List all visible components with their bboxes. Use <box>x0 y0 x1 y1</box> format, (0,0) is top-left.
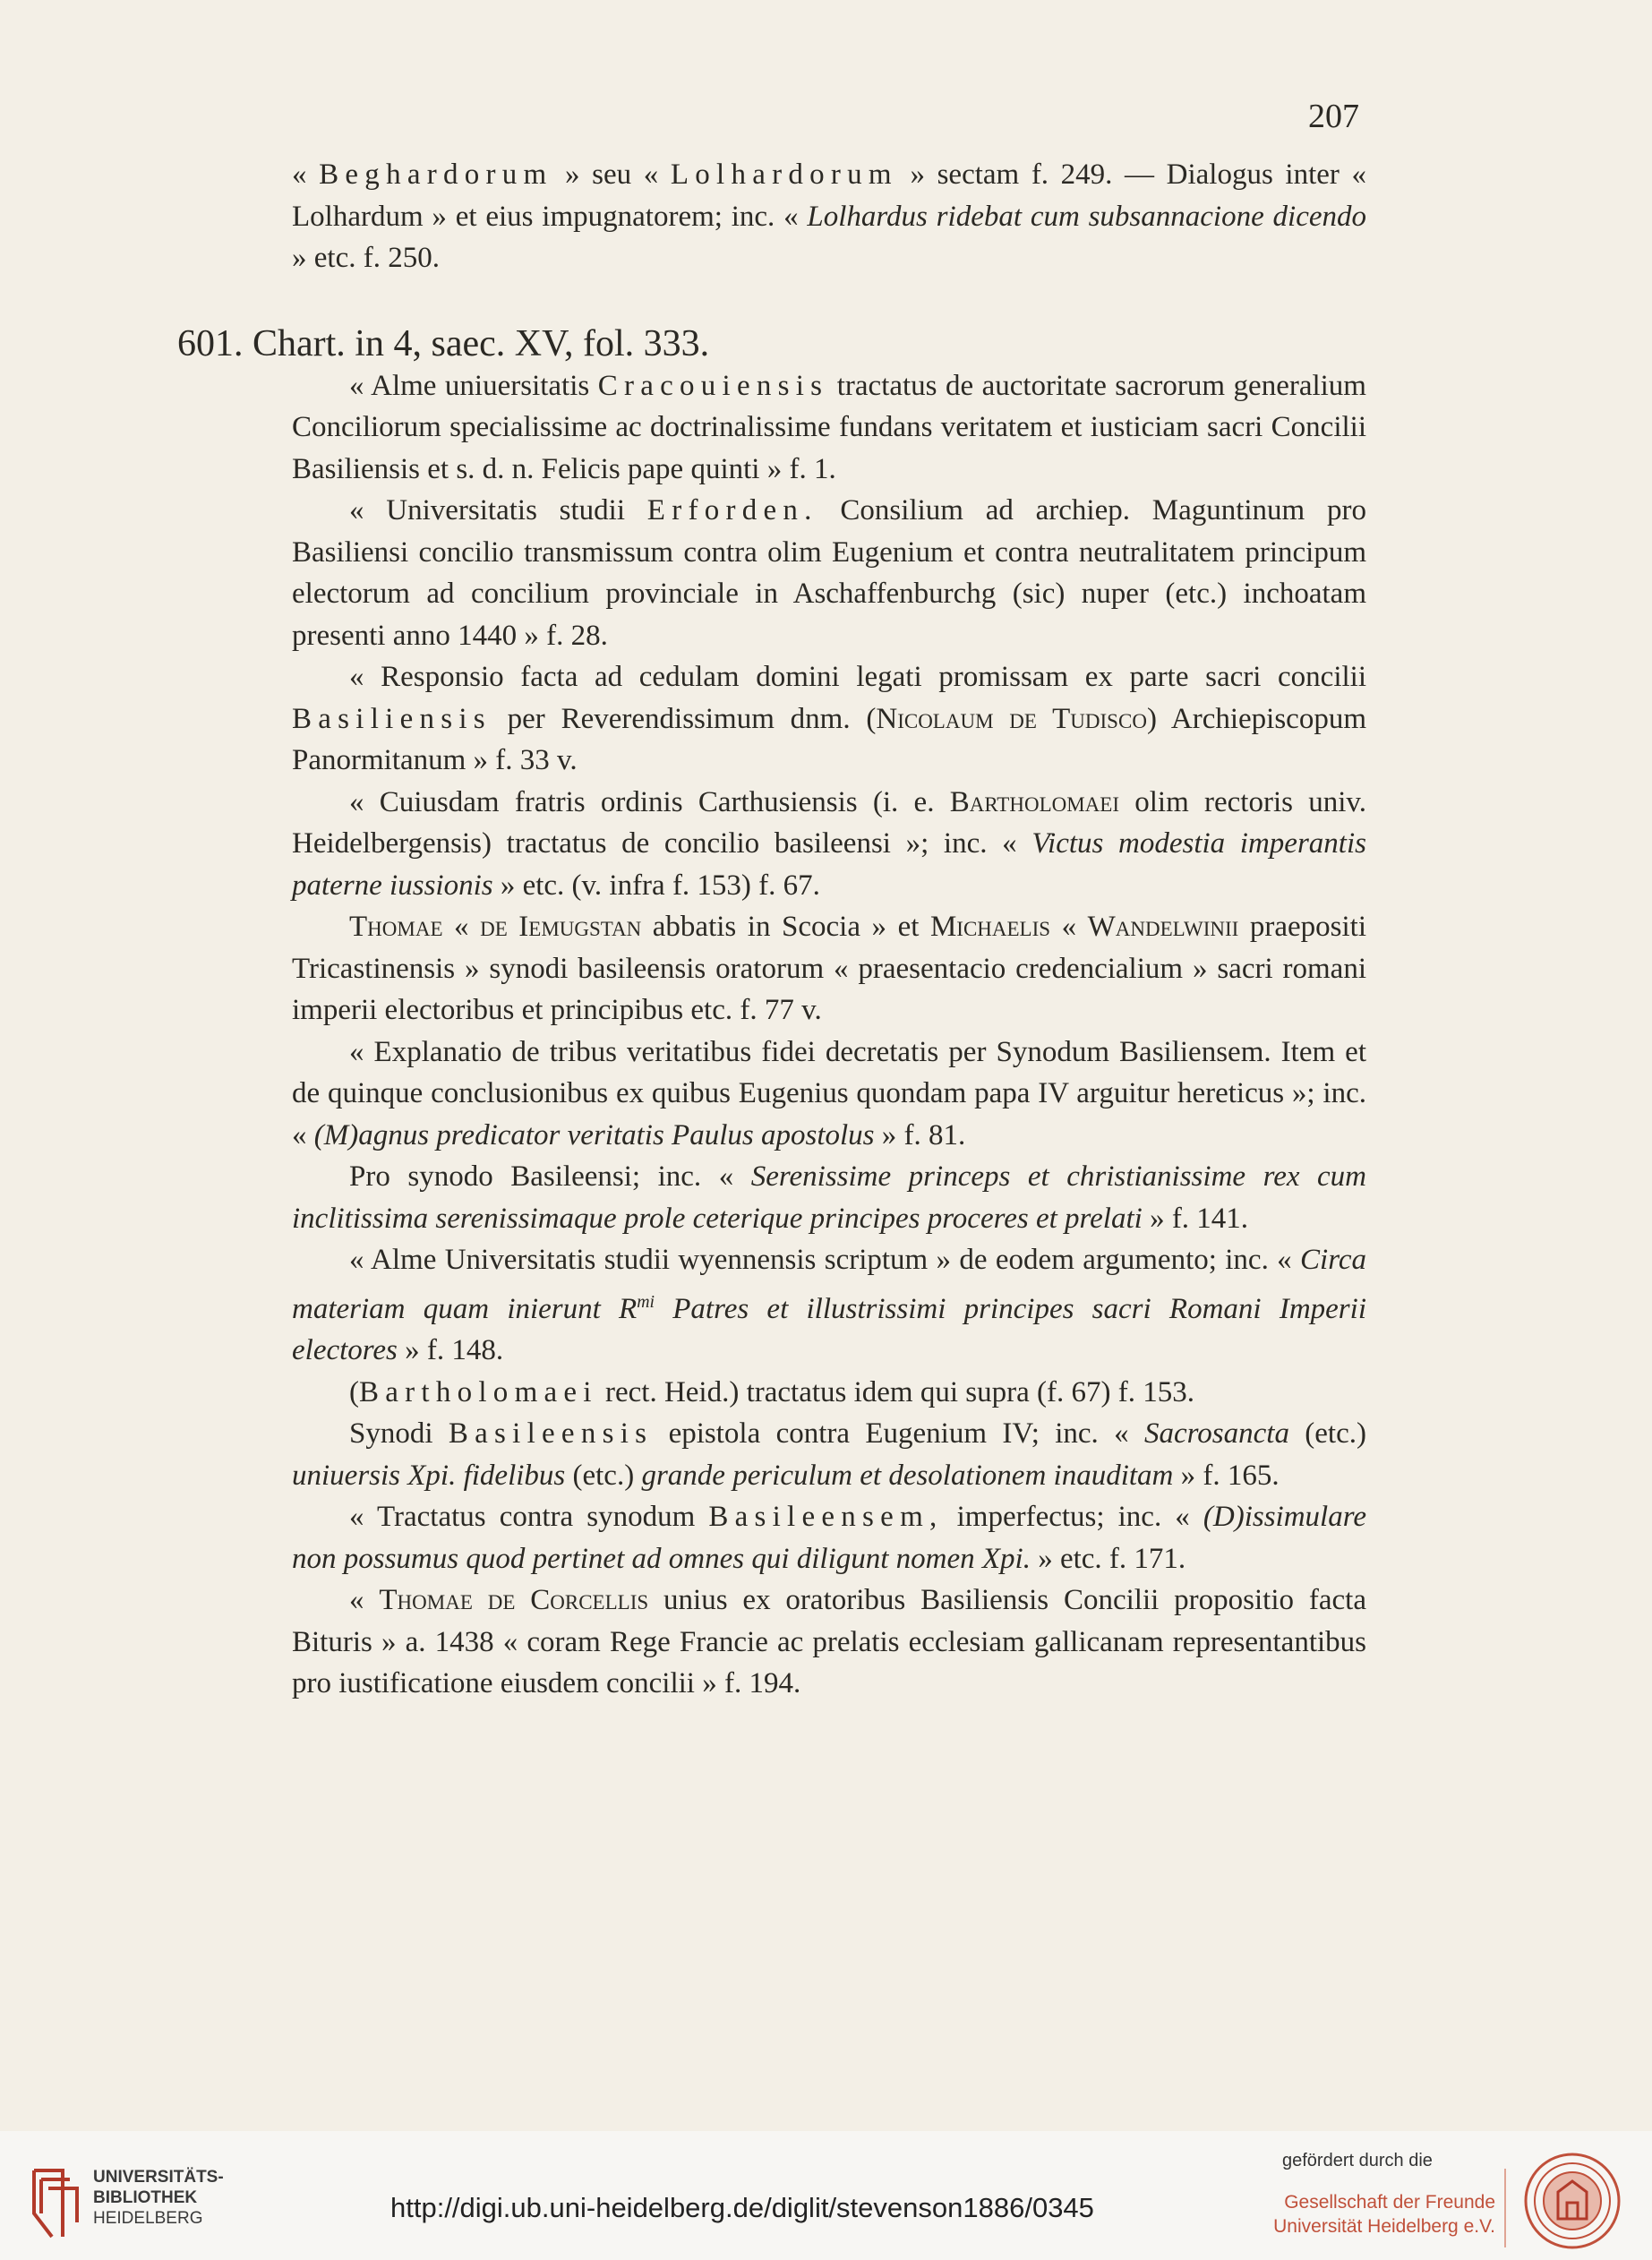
paragraph <box>292 782 1366 907</box>
text-run: (etc.) <box>565 1459 642 1492</box>
text-run: Wandelwinii <box>1087 911 1239 943</box>
text-run: « Cuiusdam fratris ordinis Carthusiensis (i. e. <box>349 785 950 818</box>
text-run: grande periculum et desolationem inauditam <box>641 1459 1174 1492</box>
funded-by-label: gefördert durch die <box>1282 2151 1433 2170</box>
text-run: olim rectoris univ. Heidelbergensis) tractatus de concilio basileensi »; inc. « <box>292 785 1366 860</box>
text-run: epistola contra Eugenium IV; inc. « <box>653 1417 1145 1450</box>
text-run: Bartholomaei <box>949 785 1119 818</box>
text-run: Cracouiensis <box>597 369 829 402</box>
text-run: « Responsio facta ad cedulam domini legati promissam ex parte sacri concilii <box>349 661 1366 693</box>
society-name: Gesellschaft der Freunde Universität Heidelberg e.V. <box>1273 2192 1495 2237</box>
paragraph <box>292 1156 1366 1239</box>
text-run: Erforden. <box>646 494 818 526</box>
text-run: » f. 141. <box>1142 1202 1249 1235</box>
text-run: ) Archiepiscopum Panormitanum » f. 33 v. <box>292 702 1366 776</box>
text-run: » f. 148. <box>397 1334 504 1366</box>
text-run: » etc. (v. infra f. 153) f. 67. <box>492 869 820 902</box>
text-run: Thomae <box>349 911 443 943</box>
text-run: » seu « <box>552 158 671 191</box>
text-run: de Iemugstan <box>480 911 642 943</box>
text-run: « <box>349 1584 380 1616</box>
text-run: « Explanatio de tribus veritatibus fidei decretatis per Synodum Basiliensem. Item et de quinque conclusionibus ex quibus Eugenius quondam papa IV arguitur hereticus »; inc. « <box>292 1035 1366 1151</box>
divider <box>1504 2169 1506 2247</box>
text-run: ( <box>349 1375 359 1408</box>
paragraph <box>292 1413 1366 1496</box>
paragraph <box>292 656 1366 782</box>
text-run: Synodi <box>349 1417 449 1450</box>
text-run: rect. Heid.) tractatus idem qui supra (f. 67) f. 153. <box>597 1375 1194 1408</box>
text-run: Michaelis <box>929 911 1051 943</box>
text-run: » sectam f. 249. — Dialogus inter « Lolhardum » et eius impugnatorem; inc. « <box>292 158 1366 233</box>
text-run: Consilium ad archiep. Maguntinum pro Basiliensi concilio transmissum contra olim Eugenium et contra neutralitatem principum electorum ad concilium provinciale in Aschaffenburchg (sic) nuper (etc.) inchoatam presenti anno 1440 » f. 28. <box>292 494 1366 652</box>
paragraph <box>292 154 1366 279</box>
university-seal-icon <box>1522 2151 1622 2251</box>
text-run: uniuersis Xpi. fidelibus <box>292 1459 566 1492</box>
entry-heading: 601. Chart. in 4, saec. XV, fol. 333. <box>177 323 710 364</box>
text-run: Lolhardus ridebat cum subsannacione dicendo <box>807 200 1367 233</box>
text-run: « <box>1050 911 1088 943</box>
text-run: Lolhardorum <box>670 158 898 191</box>
text-block <box>292 154 1366 1705</box>
text-run: Patres et illustrissimi principes sacri Romani Imperii electores <box>292 1292 1366 1366</box>
text-run: Bartholomaei <box>359 1375 598 1408</box>
text-run: « Universitatis studii <box>349 494 647 526</box>
paragraph <box>292 490 1366 656</box>
text-run: tractatus de auctoritate sacrorum generalium Conciliorum specialissime ac doctrinalissime fundans veritatem et iusticiam sacri Concilii Basiliensis et s. d. n. Felicis pape quinti » f. 1. <box>292 369 1366 485</box>
footer-bar <box>0 2131 1652 2260</box>
text-run: Circa materiam quam inierunt R <box>292 1244 1366 1325</box>
paragraph <box>292 906 1366 1032</box>
text-run: mi <box>637 1291 655 1312</box>
text-run: Serenissime princeps et christianissime rex cum inclitissima serenissimaque prole ceterique principes proceres et prelati <box>292 1160 1366 1235</box>
text-run: abbatis in Scocia » et <box>641 911 930 943</box>
text-run: « Alme uniuersitatis <box>349 369 598 402</box>
text-run: » etc. f. 250. <box>292 242 440 274</box>
page-number: 207 <box>1308 98 1359 135</box>
paragraph <box>292 1032 1366 1157</box>
text-run: « Alme Universitatis studii wyennensis scriptum » de eodem argumento; inc. « <box>349 1244 1301 1276</box>
text-run: (D)issimulare non possumus quod pertinet ad omnes qui diligunt nomen Xpi. <box>292 1501 1366 1575</box>
text-run: Pro synodo Basileensi; inc. « <box>349 1160 751 1193</box>
library-logo-icon <box>29 2160 84 2240</box>
text-run: Basileensem, <box>708 1501 944 1533</box>
text-run: Sacrosancta <box>1144 1417 1289 1450</box>
text-run: Nicolaum de Tudisco <box>876 702 1147 735</box>
text-run: » etc. f. 171. <box>1030 1542 1186 1575</box>
text-run: « Tractatus contra synodum <box>349 1501 709 1533</box>
text-run: (M)agnus predicator veritatis Paulus apostolus <box>313 1118 875 1151</box>
text-run: Basiliensis <box>292 702 492 735</box>
text-run: unius ex oratoribus Basiliensis Concilii propositio facta Bituris » a. 1438 « coram Rege Francie ac prelatis ecclesiam gallicanam representantibus pro iustificatione eiusdem concilii » f. 194. <box>292 1584 1366 1699</box>
text-run: » f. 165. <box>1173 1459 1280 1492</box>
paragraph <box>292 1239 1366 1372</box>
text-run: Basileensis <box>448 1417 654 1450</box>
text-run: « <box>292 158 320 191</box>
paragraph <box>292 365 1366 491</box>
text-run: » f. 81. <box>874 1118 966 1151</box>
text-run: Beghardorum <box>319 158 553 191</box>
text-run: per Reverendissimum dnm. ( <box>491 702 877 735</box>
library-name: UNIVERSITÄTS- BIBLIOTHEK HEIDELBERG <box>93 2168 224 2228</box>
paragraph <box>292 1496 1366 1579</box>
permalink-url[interactable]: http://digi.ub.uni-heidelberg.de/diglit/stevenson1886/0345 <box>390 2192 1094 2223</box>
paragraph <box>292 1372 1366 1414</box>
text-run: « <box>442 911 481 943</box>
text-run: Thomae de Corcellis <box>379 1584 649 1616</box>
text-run: imperfectus; inc. « <box>943 1501 1203 1533</box>
text-run: (etc.) <box>1288 1417 1366 1450</box>
text-run: Victus modestia imperantis paterne iussionis <box>292 827 1366 902</box>
text-run: praepositi Tricastinensis » synodi basileensis oratorum « praesentacio credencialium » sacri romani imperii electoribus et principibus etc. f. 77 v. <box>292 911 1367 1026</box>
paragraph <box>292 1579 1366 1705</box>
